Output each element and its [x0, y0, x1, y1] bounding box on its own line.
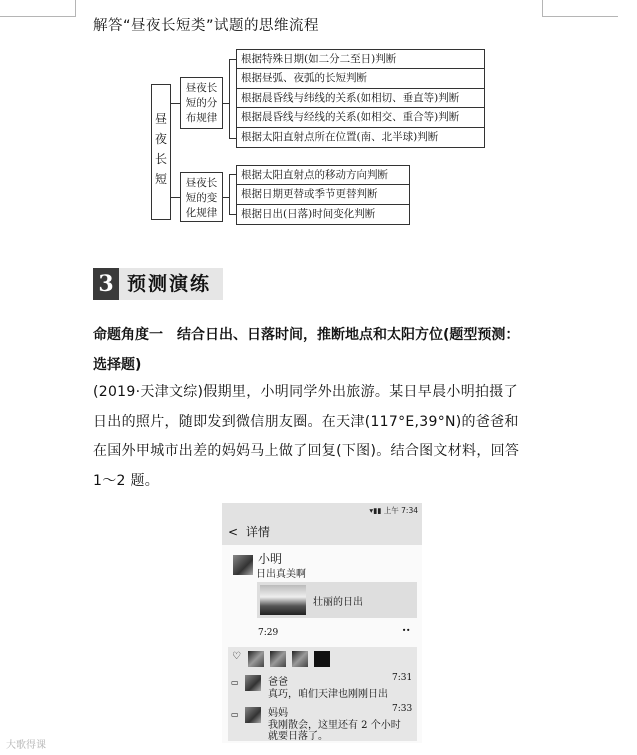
watermark: 大歌得课	[6, 740, 46, 751]
list-item: 根据太阳直射点所在位置(南、北半球)判断	[241, 130, 439, 143]
back-icon[interactable]: <	[228, 525, 239, 539]
comment-time: 7:31	[392, 673, 413, 683]
connector	[229, 138, 236, 139]
group2-list	[236, 165, 410, 225]
nav-title: 详情	[245, 525, 270, 539]
shared-link-card[interactable]	[257, 582, 417, 618]
comment-text: 就要日落了。	[268, 731, 328, 742]
status-bar	[222, 503, 422, 519]
sunrise-thumbnail	[260, 585, 306, 615]
connector	[229, 59, 236, 60]
heading-line: 命题角度一 结合日出、日落时间，推断地点和太阳方位(题型预测：	[93, 327, 520, 343]
list-item: 根据特殊日期(如二分二至日)判断	[237, 50, 484, 69]
connector	[229, 174, 236, 175]
comment-avatar[interactable]	[245, 707, 261, 723]
root-label: 昼夜长短	[154, 112, 167, 186]
question-heading	[93, 320, 553, 380]
connector	[171, 197, 180, 198]
group2-label: 昼夜长短的变化规律	[185, 177, 218, 219]
status-time: 上午 7:34	[383, 506, 418, 515]
signal-icon: ▾▮▮	[369, 506, 384, 515]
para-line: 日出的照片，随即发到微信朋友圈。在天津(117°E,39°N)的爸爸和	[93, 413, 519, 430]
crop-mark-left	[0, 0, 76, 17]
liker-avatar[interactable]	[292, 651, 308, 667]
crop-mark-right	[542, 0, 618, 17]
liker-avatar[interactable]	[270, 651, 286, 667]
nav-bar	[222, 519, 422, 545]
list-item: 根据晨昏线与纬线的关系(如相切、垂直等)判断	[237, 89, 484, 108]
connector	[229, 59, 230, 138]
comment-name[interactable]: 爸爸	[268, 677, 288, 688]
poster-text: 日出真美啊	[256, 569, 306, 580]
para-line: (2019·天津文综)假期里，小明同学外出旅游。某日早晨小明拍摄了	[93, 384, 518, 400]
likes-comments-panel	[228, 647, 417, 741]
heading-line: 选择题)	[93, 357, 142, 373]
connector	[229, 214, 236, 215]
section-number: 3	[93, 268, 119, 300]
para-line: 1～2 题。	[93, 472, 160, 489]
list-item: 根据昼弧、夜弧的长短判断	[237, 69, 484, 88]
section-header	[93, 268, 223, 300]
comment-text: 真巧，咱们天津也刚刚日出	[268, 689, 388, 700]
list-item: 根据日期更替或季节更替判断	[237, 185, 409, 204]
comment-icon: ▭	[231, 710, 239, 719]
poster-name[interactable]: 小明	[258, 552, 283, 566]
group1-label: 昼夜长短的分布规律	[185, 82, 218, 124]
comment-name[interactable]: 妈妈	[268, 708, 288, 719]
connector	[229, 174, 230, 214]
question-paragraph	[93, 378, 553, 496]
wechat-screenshot	[222, 503, 422, 743]
para-line: 在国外甲城市出差的妈妈马上做了回复(下图)。结合图文材料，回答	[93, 443, 520, 459]
group1-list	[236, 49, 485, 148]
group2-box	[180, 172, 223, 222]
comment-time: 7:33	[392, 704, 413, 714]
page-title: 解答“昼夜长短类”试题的思维流程	[93, 18, 320, 34]
comment-text: 我刚散会，这里还有 2 个小时	[268, 720, 401, 731]
list-item: 根据太阳直射点的移动方向判断	[237, 166, 409, 185]
section-title: 预测演练	[127, 273, 212, 295]
comment-icon: ▭	[231, 678, 239, 687]
connector	[171, 103, 180, 104]
link-title: 壮丽的日出	[313, 597, 363, 608]
group1-box	[180, 77, 223, 129]
liker-avatar[interactable]	[248, 651, 264, 667]
more-icon[interactable]: ··	[402, 623, 411, 637]
list-item: 根据晨昏线与经线的关系(如相交、重合等)判断	[237, 108, 484, 127]
root-box	[151, 84, 171, 220]
liker-avatar[interactable]	[314, 651, 330, 667]
comment-avatar[interactable]	[245, 675, 261, 691]
heart-icon: ♡	[232, 651, 241, 662]
post-time: 7:29	[258, 628, 279, 638]
list-item: 根据日出(日落)时间变化判断	[241, 207, 376, 220]
avatar[interactable]	[233, 555, 253, 575]
